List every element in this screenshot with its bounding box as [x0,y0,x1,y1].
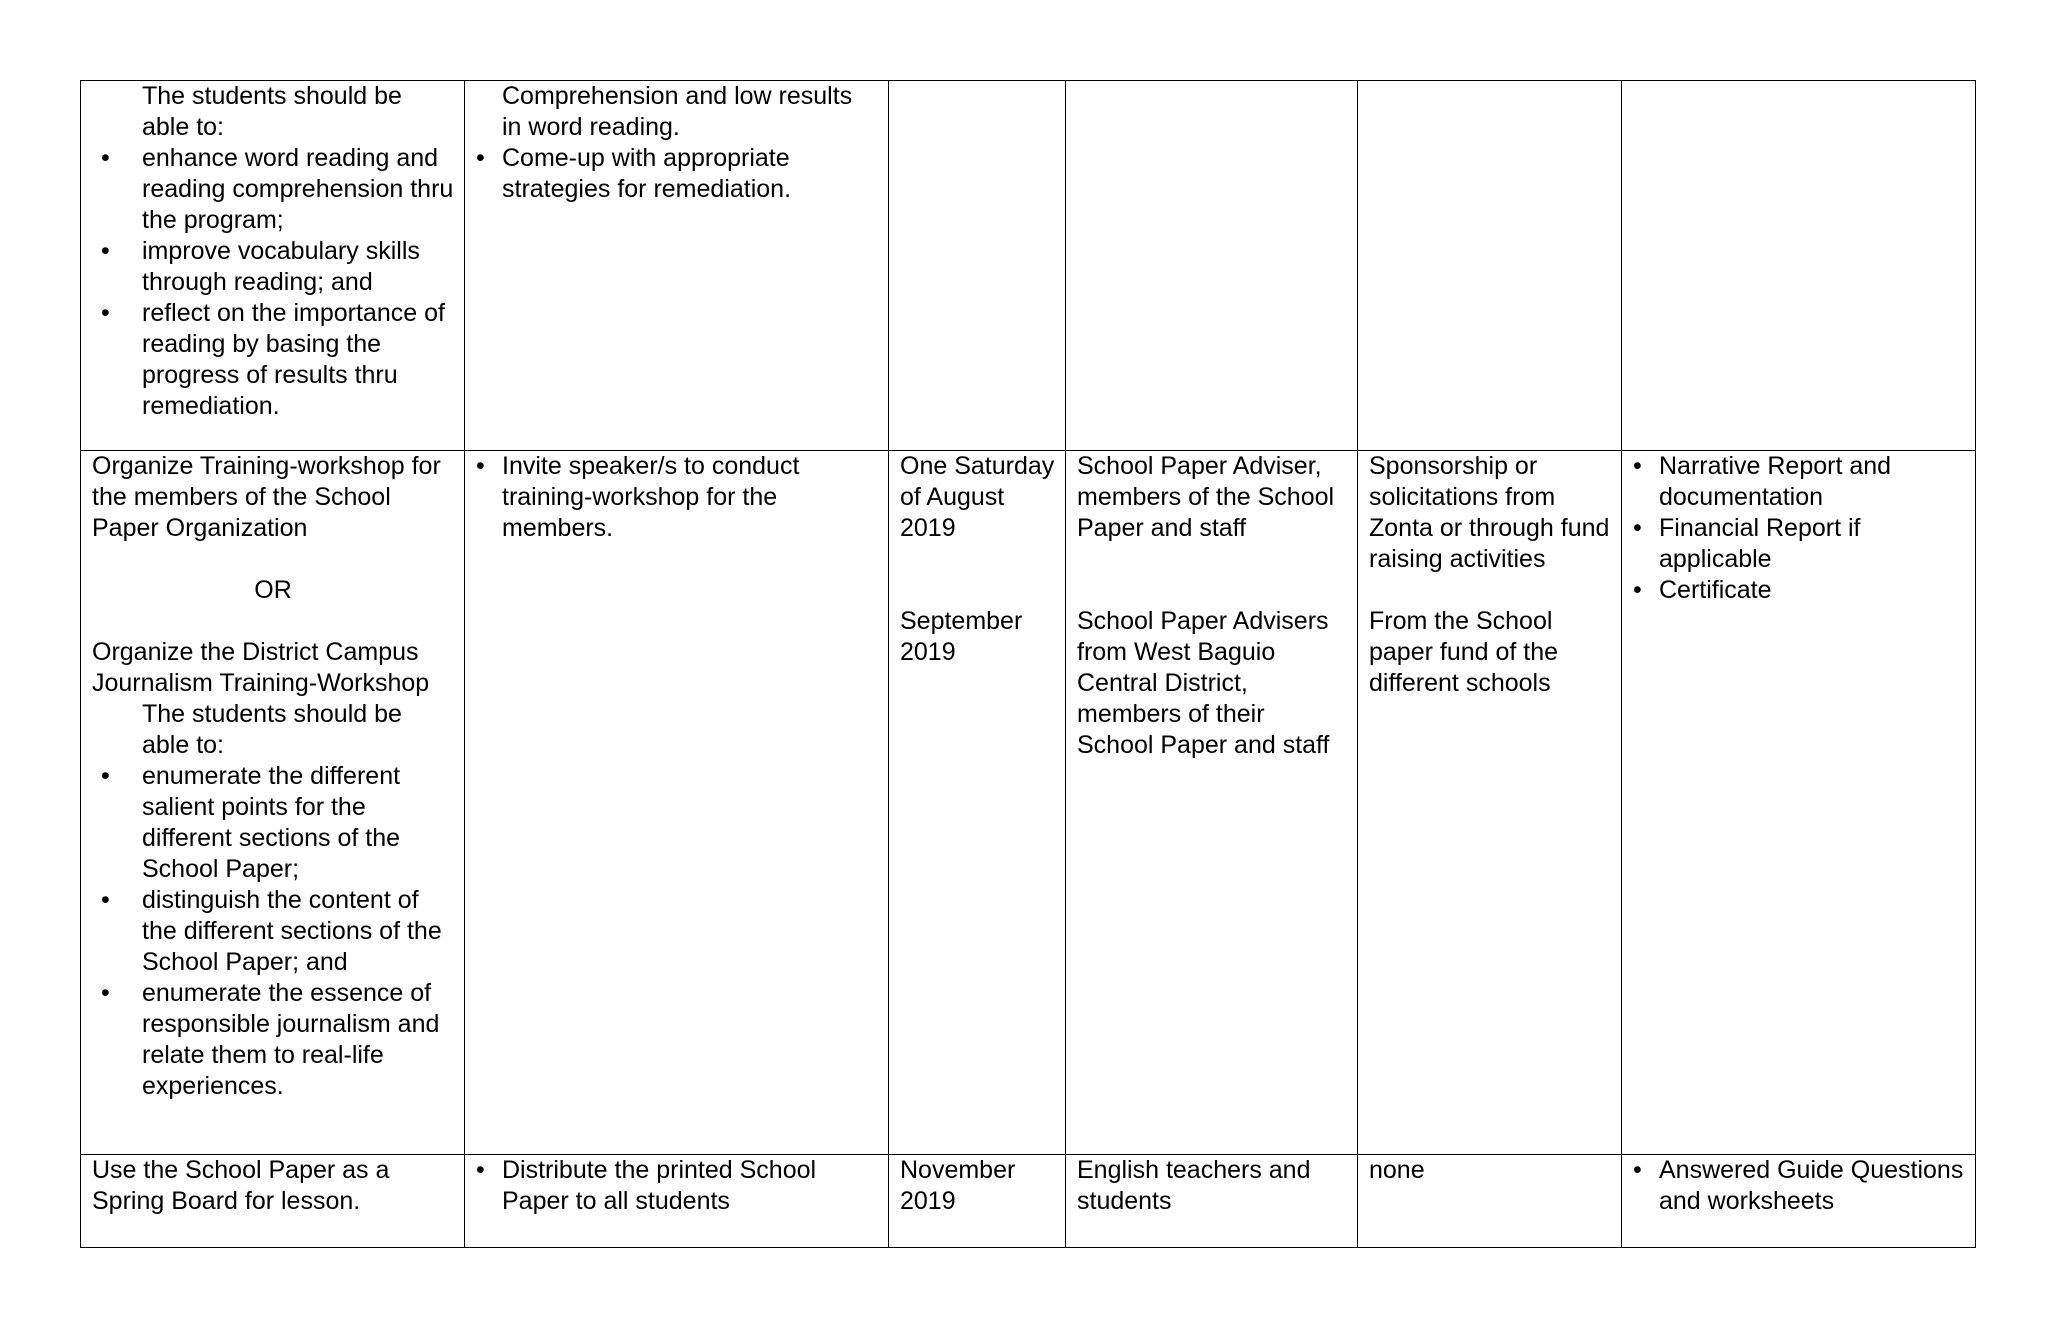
budget-cell [1358,1155,1622,1248]
budget-text: none [1369,1156,1425,1184]
budget-cell [1358,81,1622,451]
list-item: • reflect on the importance of reading by basing the progress of results thru remediation. [92,298,454,422]
expected-output-cell [1622,1155,1976,1248]
objective-text: Organize Training-workshop for the members of the School Paper Organization [92,452,441,542]
persons-text: School Paper Advisers from West Baguio Central District, members of their School Paper and staff [1077,607,1330,759]
intro-line: The students should be [142,700,402,728]
time-frame-cell [889,1155,1066,1248]
list-item: • enumerate the essence of responsible journalism and relate them to real-life experiences. [92,978,454,1102]
strategies-cell [465,81,889,451]
output-list [1633,1155,1965,1217]
expected-output-cell [1622,451,1976,1155]
objective-list [92,143,454,422]
list-item: • Financial Report if applicable [1633,513,1965,575]
time-frame-cell [889,81,1066,451]
strategy-list [476,1155,878,1217]
time-frame-text: September 2019 [900,607,1023,666]
intro-line: able to: [142,113,225,141]
list-item: • improve vocabulary skills through reading; and [92,236,454,298]
intro-line: The students should be [142,82,402,110]
list-item: • Come-up with appropriate strategies for remediation. [476,143,878,205]
budget-text: Sponsorship or solicitations from Zonta or through fund raising activities [1369,452,1610,573]
objectives-cell [81,1155,465,1248]
table-row [81,1155,1976,1248]
time-frame-text: November 2019 [900,1156,1016,1215]
persons-text: English teachers and students [1077,1156,1311,1215]
persons-involved-cell [1066,1155,1358,1248]
action-plan-table [80,80,1976,1248]
time-frame-text: One Saturday of August 2019 [900,452,1055,542]
persons-involved-cell [1066,81,1358,451]
expected-output-cell [1622,81,1976,451]
list-item: • distinguish the content of the different sections of the School Paper; and [92,885,454,978]
objective-text: Use the School Paper as a Spring Board for lesson. [92,1156,390,1215]
list-item: • Answered Guide Questions and worksheets [1633,1155,1965,1217]
time-frame-cell [889,451,1066,1155]
output-list [1633,451,1965,606]
objectives-cell [81,81,465,451]
objective-list [92,761,454,1102]
budget-cell [1358,451,1622,1155]
strategy-list [476,451,878,544]
objectives-cell [81,451,465,1155]
list-item: • Distribute the printed School Paper to all students [476,1155,878,1217]
or-label: OR [254,576,292,604]
list-item: • enhance word reading and reading comprehension thru the program; [92,143,454,236]
list-item: • Certificate [1633,575,1965,606]
continuation-text: Comprehension and low results in word reading. [502,82,853,141]
persons-involved-cell [1066,451,1358,1155]
table-row [81,81,1976,451]
list-item: • enumerate the different salient points for the different sections of the School Paper; [92,761,454,885]
budget-text: From the School paper fund of the different schools [1369,607,1559,697]
table-row [81,451,1976,1155]
intro-line: able to: [142,731,225,759]
list-item: • Invite speaker/s to conduct training-workshop for the members. [476,451,878,544]
persons-text: School Paper Adviser, members of the School Paper and staff [1077,452,1335,542]
strategies-cell [465,451,889,1155]
strategies-cell [465,1155,889,1248]
list-item: • Narrative Report and documentation [1633,451,1965,513]
objective-text: Organize the District Campus Journalism Training-Workshop [92,638,430,697]
strategy-list [476,143,878,205]
